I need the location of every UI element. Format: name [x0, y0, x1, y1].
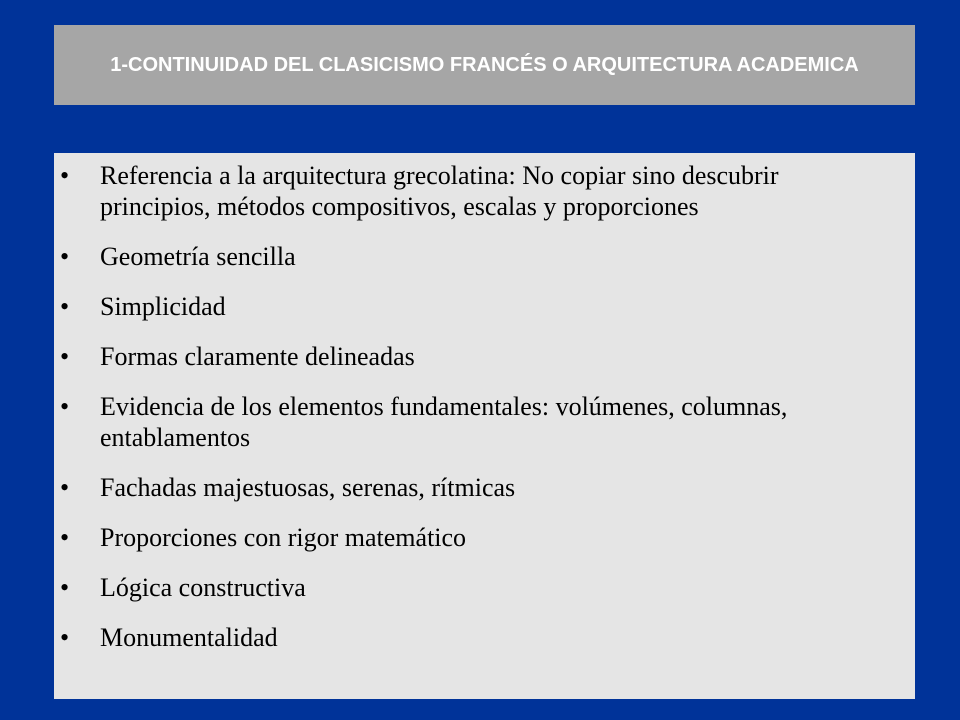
- bullet-text: Fachadas majestuosas, serenas, rítmicas: [100, 473, 516, 502]
- slide-title: 1-CONTINUIDAD DEL CLASICISMO FRANCÉS O ARQUITECTURA ACADEMICA: [110, 53, 859, 76]
- bullet-icon: •: [60, 242, 70, 271]
- bullet-item: [60, 160, 895, 222]
- bullet-text: Lógica constructiva: [100, 573, 306, 602]
- bullet-item: [60, 572, 895, 603]
- bullet-text: Referencia a la arquitectura grecolatina: No copiar sino descubrir principios, métodos compositivos, escalas y proporciones: [100, 161, 779, 221]
- bullet-text: Monumentalidad: [100, 623, 278, 652]
- bullet-item: [60, 241, 895, 272]
- bullet-item: [60, 391, 895, 453]
- bullet-text: Geometría sencilla: [100, 242, 296, 271]
- bullet-icon: •: [60, 573, 70, 602]
- bullet-icon: •: [60, 342, 70, 371]
- bullet-item: [60, 522, 895, 553]
- bullet-icon: •: [60, 292, 70, 321]
- bullet-icon: •: [60, 392, 70, 421]
- bullet-item: [60, 472, 895, 503]
- bullet-item: [60, 291, 895, 322]
- bullet-text: Formas claramente delineadas: [100, 342, 415, 371]
- bullet-icon: •: [60, 623, 70, 652]
- bullet-item: [60, 622, 895, 653]
- bullet-text: Evidencia de los elementos fundamentales: volúmenes, columnas, entablamentos: [100, 392, 788, 452]
- content-box: [54, 153, 915, 699]
- bullet-list: [60, 160, 895, 653]
- bullet-text: Proporciones con rigor matemático: [100, 523, 467, 552]
- bullet-icon: •: [60, 473, 70, 502]
- slide-title-box: [54, 25, 915, 105]
- bullet-text: Simplicidad: [100, 292, 226, 321]
- bullet-icon: •: [60, 161, 70, 190]
- bullet-item: [60, 341, 895, 372]
- bullet-icon: •: [60, 523, 70, 552]
